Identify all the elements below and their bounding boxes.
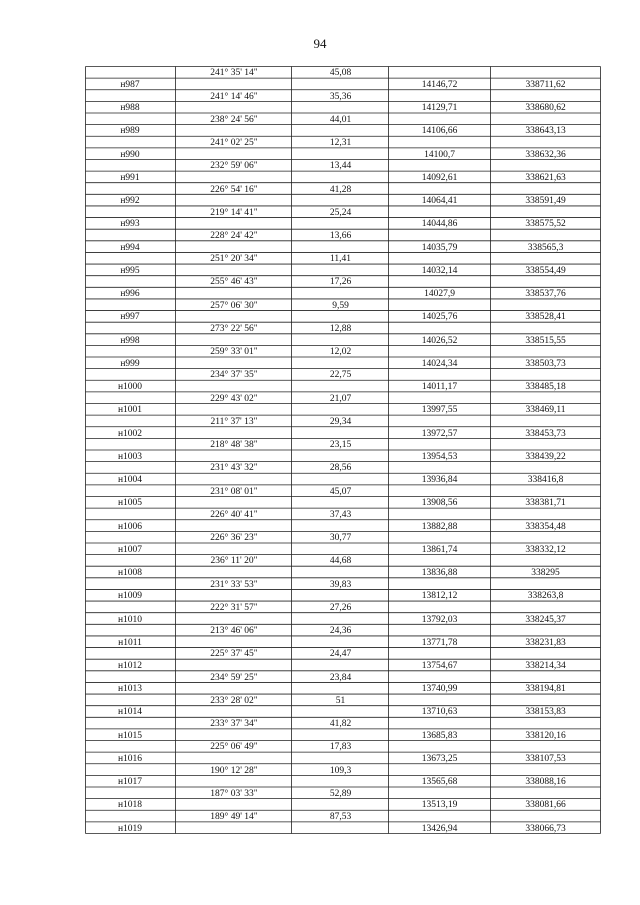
point-name: н1005 <box>117 498 143 509</box>
segment-distance: 109,3 <box>329 765 352 776</box>
segment-distance: 12,02 <box>329 347 352 358</box>
point-x-coordinate: 14025,76 <box>421 312 458 323</box>
segment-distance: 52,89 <box>329 788 352 799</box>
point-y-coordinate: 338231,83 <box>525 637 566 648</box>
segment-direction-angle: 228° 24' 42" <box>210 231 258 241</box>
point-name: н993 <box>120 219 140 230</box>
point-x-coordinate: 14027,9 <box>424 289 455 300</box>
point-x-coordinate: 13972,57 <box>421 428 458 439</box>
point-x-coordinate: 14044,86 <box>421 219 458 230</box>
segment-direction-angle: 222° 31' 57" <box>210 602 258 613</box>
segment-direction-angle: 211° 37' 13" <box>210 416 258 427</box>
point-name: н1008 <box>117 568 143 579</box>
point-y-coordinate: 338621,63 <box>525 172 566 183</box>
point-y-coordinate: 338354,48 <box>525 521 566 532</box>
point-name: н992 <box>120 196 140 207</box>
point-name: н1011 <box>118 637 142 648</box>
point-y-coordinate: 338295 <box>531 568 560 579</box>
segment-direction-angle: 187° 03' 33" <box>210 788 258 799</box>
segment-distance: 24,47 <box>329 649 352 660</box>
point-y-coordinate: 338469,11 <box>525 405 566 416</box>
segment-distance: 12,88 <box>329 323 352 334</box>
point-name: н987 <box>120 79 140 90</box>
segment-distance: 45,07 <box>329 486 352 497</box>
segment-distance: 30,77 <box>329 533 352 544</box>
segment-direction-angle: 232° 59' 06" <box>210 161 258 172</box>
point-x-coordinate: 14064,41 <box>421 196 458 207</box>
segment-distance: 41,82 <box>329 719 352 730</box>
point-y-coordinate: 338245,37 <box>525 614 566 625</box>
segment-direction-angle: 231° 33' 53" <box>210 579 258 590</box>
point-name: н999 <box>120 358 140 369</box>
point-name: н988 <box>120 103 140 114</box>
point-name: н1003 <box>117 451 143 462</box>
point-name: н1006 <box>117 521 143 532</box>
point-x-coordinate: 13936,84 <box>421 475 458 486</box>
segment-direction-angle: 218° 48' 38" <box>210 440 258 451</box>
segment-distance: 17,83 <box>329 742 352 753</box>
point-x-coordinate: 13673,25 <box>421 753 458 764</box>
segment-direction-angle: 226° 40' 41" <box>210 509 258 520</box>
point-x-coordinate: 14032,14 <box>421 265 458 276</box>
segment-distance: 45,08 <box>329 68 352 79</box>
point-y-coordinate: 338485,18 <box>525 382 566 393</box>
point-y-coordinate: 338263,8 <box>527 591 564 602</box>
point-x-coordinate: 13812,12 <box>421 591 458 602</box>
point-name: н996 <box>120 289 140 300</box>
segment-distance: 35,36 <box>329 91 352 102</box>
segment-distance: 44,68 <box>329 556 352 567</box>
segment-direction-angle: 257° 06' 30" <box>210 300 258 311</box>
point-x-coordinate: 13710,63 <box>421 707 458 718</box>
segment-distance: 44,01 <box>329 114 352 125</box>
point-name: н1013 <box>117 684 143 695</box>
point-name: н1019 <box>117 823 143 834</box>
segment-distance: 23,84 <box>329 672 352 683</box>
point-y-coordinate: 338194,81 <box>525 684 566 695</box>
segment-direction-angle: 219° 14' 41" <box>210 207 258 218</box>
segment-distance: 17,26 <box>329 277 352 288</box>
page-number: 94 <box>313 36 327 51</box>
point-x-coordinate: 14129,71 <box>421 103 458 114</box>
segment-direction-angle: 238° 24' 56" <box>210 114 258 125</box>
point-name: н1007 <box>117 544 143 555</box>
point-name: н1001 <box>117 405 143 416</box>
point-name: н1017 <box>117 777 143 788</box>
segment-distance: 21,07 <box>329 393 352 404</box>
segment-direction-angle: 229° 43' 02" <box>210 393 258 404</box>
point-name: н991 <box>120 172 140 183</box>
point-x-coordinate: 13997,55 <box>421 405 458 416</box>
point-y-coordinate: 338081,66 <box>525 800 566 811</box>
point-x-coordinate: 14011,17 <box>421 382 458 393</box>
segment-distance: 37,43 <box>329 509 352 520</box>
point-name: н995 <box>120 265 140 276</box>
segment-direction-angle: 213° 46' 06" <box>210 626 258 637</box>
point-name: н1015 <box>117 730 143 741</box>
point-y-coordinate: 338503,73 <box>525 358 566 369</box>
segment-distance: 51 <box>335 695 346 706</box>
segment-distance: 9,59 <box>332 300 349 311</box>
point-x-coordinate: 14035,79 <box>421 242 458 253</box>
point-x-coordinate: 14100,7 <box>424 149 455 160</box>
point-name: н1002 <box>117 428 143 439</box>
point-x-coordinate: 13882,88 <box>421 521 458 532</box>
point-y-coordinate: 338711,62 <box>525 79 566 90</box>
point-x-coordinate: 13754,67 <box>421 660 458 671</box>
segment-distance: 22,75 <box>329 370 352 381</box>
point-y-coordinate: 338416,8 <box>527 475 564 486</box>
segment-direction-angle: 225° 37' 45" <box>210 649 258 660</box>
segment-direction-angle: 255° 46' 43" <box>210 277 258 288</box>
point-x-coordinate: 13954,53 <box>421 451 458 462</box>
segment-distance: 29,34 <box>329 416 352 427</box>
segment-direction-angle: 273° 22' 56" <box>210 323 258 334</box>
point-name: н994 <box>120 242 140 253</box>
segment-distance: 12,31 <box>329 138 352 149</box>
point-name: н1012 <box>117 660 143 671</box>
point-y-coordinate: 338107,53 <box>525 753 566 764</box>
point-x-coordinate: 14024,34 <box>421 358 458 369</box>
point-y-coordinate: 338214,34 <box>525 660 566 671</box>
segment-distance: 39,83 <box>329 579 352 590</box>
point-y-coordinate: 338120,16 <box>525 730 566 741</box>
point-x-coordinate: 13565,68 <box>421 777 458 788</box>
point-y-coordinate: 338332,12 <box>525 544 566 555</box>
point-y-coordinate: 338632,36 <box>525 149 566 160</box>
segment-direction-angle: 259° 33' 01" <box>210 347 258 358</box>
segment-direction-angle: 236° 11' 20" <box>210 556 258 567</box>
point-y-coordinate: 338591,49 <box>525 196 566 207</box>
point-x-coordinate: 14026,52 <box>421 335 458 346</box>
point-name: н989 <box>120 126 140 137</box>
point-y-coordinate: 338453,73 <box>525 428 566 439</box>
point-name: н1016 <box>117 753 143 764</box>
point-y-coordinate: 338537,76 <box>525 289 566 300</box>
segment-distance: 11,41 <box>329 254 352 265</box>
point-x-coordinate: 14106,66 <box>421 126 458 137</box>
point-x-coordinate: 13771,78 <box>421 637 458 648</box>
point-y-coordinate: 338066,73 <box>525 823 566 834</box>
point-name: н1004 <box>117 475 143 486</box>
point-x-coordinate: 13861,74 <box>421 544 458 555</box>
segment-direction-angle: 234° 37' 35" <box>210 370 258 381</box>
segment-distance: 13,44 <box>329 161 352 172</box>
point-y-coordinate: 338680,62 <box>525 103 566 114</box>
segment-direction-angle: 226° 36' 23" <box>210 533 258 544</box>
point-y-coordinate: 338565,3 <box>527 242 564 253</box>
segment-distance: 25,24 <box>329 207 352 218</box>
segment-distance: 13,66 <box>329 231 352 241</box>
point-y-coordinate: 338575,52 <box>525 219 566 230</box>
point-x-coordinate: 13836,88 <box>421 568 458 579</box>
segment-direction-angle: 190° 12' 28" <box>210 765 258 776</box>
point-name: н1009 <box>117 591 143 602</box>
point-name: н1014 <box>117 707 143 718</box>
segment-distance: 23,15 <box>329 440 352 451</box>
segment-direction-angle: 233° 37' 34" <box>210 719 258 730</box>
point-y-coordinate: 338643,13 <box>525 126 566 137</box>
segment-direction-angle: 231° 43' 32" <box>210 463 258 474</box>
segment-direction-angle: 226° 54' 16" <box>210 184 258 195</box>
segment-direction-angle: 233° 28' 02" <box>210 695 258 706</box>
segment-distance: 41,28 <box>329 184 352 195</box>
point-x-coordinate: 13740,99 <box>421 684 458 695</box>
segment-direction-angle: 251° 20' 34" <box>210 254 258 265</box>
point-x-coordinate: 14146,72 <box>421 79 458 90</box>
point-x-coordinate: 13513,19 <box>421 800 458 811</box>
point-name: н998 <box>120 335 140 346</box>
point-y-coordinate: 338515,55 <box>525 335 566 346</box>
point-x-coordinate: 14092,61 <box>421 172 458 183</box>
point-x-coordinate: 13685,83 <box>421 730 458 741</box>
segment-direction-angle: 241° 35' 14" <box>210 68 258 79</box>
point-name: н1018 <box>117 800 143 811</box>
point-x-coordinate: 13426,94 <box>421 823 458 834</box>
segment-distance: 28,56 <box>329 463 352 474</box>
point-y-coordinate: 338153,83 <box>525 707 566 718</box>
segment-direction-angle: 241° 14' 46" <box>210 91 258 102</box>
point-name: н1010 <box>117 614 143 625</box>
point-name: н1000 <box>117 382 143 393</box>
point-name: н997 <box>120 312 140 323</box>
segment-direction-angle: 231° 08' 01" <box>210 486 258 497</box>
segment-direction-angle: 225° 06' 49" <box>210 742 258 753</box>
segment-direction-angle: 234° 59' 25" <box>210 672 258 683</box>
point-y-coordinate: 338381,71 <box>525 498 566 509</box>
segment-distance: 87,53 <box>329 812 352 823</box>
segment-distance: 27,26 <box>329 602 352 613</box>
segment-distance: 24,36 <box>329 626 352 637</box>
segment-direction-angle: 189° 49' 14" <box>210 812 258 823</box>
point-name: н990 <box>120 149 140 160</box>
point-x-coordinate: 13792,03 <box>421 614 458 625</box>
point-y-coordinate: 338554,49 <box>525 265 566 276</box>
point-y-coordinate: 338439,22 <box>525 451 566 462</box>
point-y-coordinate: 338088,16 <box>525 777 566 788</box>
point-y-coordinate: 338528,41 <box>525 312 566 323</box>
point-x-coordinate: 13908,56 <box>421 498 458 509</box>
segment-direction-angle: 241° 02' 25" <box>210 138 258 149</box>
